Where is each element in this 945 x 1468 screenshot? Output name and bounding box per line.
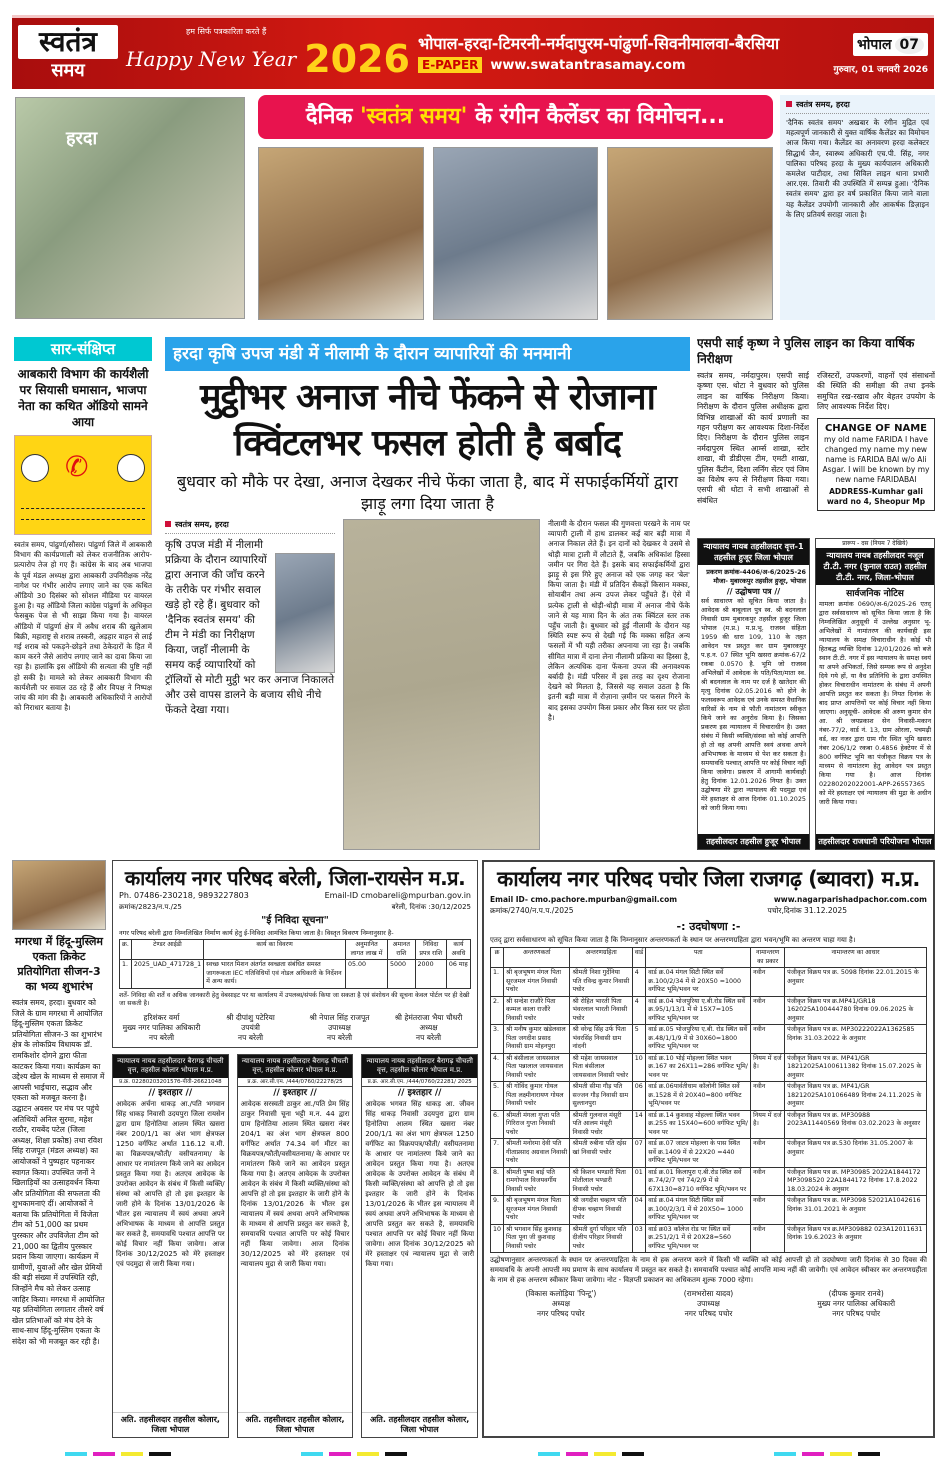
court-notice-tt-nagar <box>815 538 935 850</box>
calendar-story <box>780 95 935 320</box>
edition-badge <box>853 33 928 56</box>
court-title: न्यायालय नायब तहसीलदार बैरागढ़ चीचली वृत्त, तहसील कोलार भोपाल म.प्र. <box>113 1055 228 1078</box>
brief-body: स्वतंत्र समय, पांढुर्णा/सौसर। पांढुर्णा जिले में आबकारी विभाग की कार्यप्रणाली को लेकर राजनीतिक आरोप-प्रत्यारोप तेज हो गए हैं। कांग्रेस के बाद अब भाजपा के पूर्व मंडल अध्यक्ष द्वारा आबकारी उपनिरीक्षक नरेंद्र नागेश पर गंभीर आरोप लगाए जाने का एक कथित ऑडियो 30 दिसंबर को सोशल मीडिया पर वायरल हुआ है। यह ऑडियो जिला कांग्रेस पांढुर्णा के अधिकृत फेसबुक पेज से भी साझा किया गया है। वायरल ऑडियो में पांढुर्णा क्षेत्र में अवैध शराब की खुलेआम बिक्री, महाराष्ट्र से शराब तस्करी, अड़हार वाहन से लाई गई शराब को पकड़ने-छोड़ने तथा ठेकेदारों के हित में काम करने जैसे आरोप लगाए जाने का दावा किया जा रहा है। हालांकि इस ऑडियो की सत्यता की पुष्टि नहीं हो सकी है। मामले को लेकर आबकारी विभाग की कार्यशैली पर सवाल उठ रहे हैं और विपक्ष ने निष्पक्ष जांच की मांग की है। आबकारी अधिकारियों ने आरोपों को निराधार बताया है। <box>14 540 152 713</box>
phone: Ph. 07486-230218, 9893227803 <box>119 891 249 900</box>
brief-column <box>14 337 152 850</box>
epaper-label[interactable]: E-PAPER <box>418 57 482 73</box>
logo-top: स्वतंत्र <box>18 25 118 59</box>
signatory-place: नप बरेली <box>237 1032 264 1042</box>
table-cell: श्री भगवान सिंह कुशवाह पिता पूना जी कुशवाह निवासी पचोर <box>504 1224 570 1253</box>
calendar-photo-4 <box>607 147 773 320</box>
table-cell: 10 <box>632 1053 646 1082</box>
ishtehar-notice <box>237 1054 354 1439</box>
table-cell: श्रीमती मनोरमा देवी पति गीताप्रसाद अग्रवाल निवासी पचोर <box>504 1139 570 1168</box>
table-cell: 04 <box>632 1196 646 1225</box>
table-cell: वार्ड क्र.14 कुशवाह मोहल्ला स्थित भवन क्र.255 का 15X40=600 वर्गफिट भूमि/भवन पर <box>646 1110 751 1139</box>
signatory <box>785 1289 927 1319</box>
signatory-role: अध्यक्ष <box>551 1299 570 1308</box>
table-cell: पंजीकृत विक्रय पत्र क्र.MP309882 023A12011631 दिनांक 19.6.2023 के अनुसार <box>785 1224 927 1253</box>
court-title: न्यायालय नायब तहसीलदार बैरागढ़ चीचली वृत्त, तहसील कोलार भोपाल म.प्र. <box>238 1055 353 1078</box>
table-cell: श्री मनीष कुमार खंडेलवाल पिता जगदीश प्रसाद निवासी ग्राम मोहनपुरा <box>504 1025 570 1054</box>
table-row <box>491 1053 927 1082</box>
table-cell: वार्ड क्र.01 किलापुरा ए.बी.रोड स्थित सर्वे क्र.74/2/7 एवं 74/2/9 में से 67X130=8710 वर्गफिट भूमि/भवन पर <box>646 1167 751 1196</box>
table-cell: श्री वरेन्द्र सिंह उर्फ पिता भंवरसिंह निवासी ग्राम नांदनी <box>570 1025 632 1054</box>
audio-waveform-icon <box>21 508 145 520</box>
main-lead <box>165 538 335 850</box>
phone-icon: ✆ <box>65 450 89 483</box>
table-cell: वार्ड क्र.06पार्वतीधाम कॉलोनी स्थित सर्वे क्र.1528 में से 20X40=800 वर्गफिट भूमि/भवन पर <box>646 1082 751 1111</box>
main-article <box>165 519 690 850</box>
signatory-name: (विकास कलोड़िया 'पिन्टू') <box>525 1289 597 1298</box>
table-cell: पंजीकृत विक्रय पत्र क्र. 5098 दिनांक 22.01.2015 के अनुसार <box>785 968 927 997</box>
table-row <box>120 960 471 989</box>
notice-type: // उद्घोषणा पत्र // <box>726 587 781 596</box>
table-cell: 2000 <box>415 960 446 989</box>
signatory-place: नगर परिषद पचोर <box>832 1309 881 1318</box>
table-cell: पंजीकृत विक्रय पत्र क्र. MP30222022A1362585 दिनांक 31.03.2022 के अनुसार <box>785 1025 927 1054</box>
ishtehar-notice <box>361 1054 478 1439</box>
table-cell: 6. <box>491 1110 504 1139</box>
signatory-name: श्री दीपांशु पटेरिया <box>226 1012 275 1022</box>
signatory <box>386 1013 471 1043</box>
table-cell: वार्ड क्र.04 भोजपुरिया ए.बी.रोड स्थित सर्वे क्र.95/1/13/1 में से 15X7=105 वर्गफिट भूमि/भवन पर <box>646 996 751 1025</box>
column-header: अमानत राशि <box>388 940 416 960</box>
notice-date: बरेली, दिनांक :30/12/2025 <box>391 903 471 911</box>
police-headline: एसपी साई कृष्ण ने पुलिस लाइन का किया वार्षिक निरीक्षण <box>697 336 915 366</box>
issue-date: गुरुवार, 01 जनवरी 2026 <box>833 64 928 75</box>
email[interactable]: Email ID- cmo.pachore.mpurban@gmail.com <box>490 895 678 904</box>
table-cell: 06 माह <box>446 960 470 989</box>
masthead <box>12 15 934 89</box>
table-row <box>491 1196 927 1225</box>
table-cell: नवीन <box>751 1139 785 1168</box>
signatory <box>208 1013 293 1043</box>
email[interactable]: Email-ID cmobareli@mpurban.gov.in <box>324 891 471 900</box>
change-of-name-ad <box>817 418 935 511</box>
notice-type: // इश्तहार // <box>148 1087 193 1098</box>
table-cell: वार्ड क्र.10 भोई मोहल्ला स्थित भवन क्र.167 का 26X11=286 वर्गफिट भूमि/भवन पर <box>646 1053 751 1082</box>
court-body: सर्व साधारण को सूचित किया जाता है। आवेदक श्री बाबूलाल पुत्र स्व. श्री बदनलाल निवासी ग्राम मुबारकपुर तहसील हुजूर जिला भोपाल (म.प्र.) म.प्र.भू. राजस्व संहिता 1959 की धारा 109, 110 के तहत आवेदन पत्र प्रस्तुत कर ग्राम मुबारकपुर प.ह.न. 07 स्थित भूमि खसरा क्रमांक-67/2 रकबा 0.0570 है. भूमि जो राजस्व अभिलेखों में आवेदक के पति/पिता/माता स्व. श्री बदनलाल के नाम पर दर्ज है खातेदार की मृत्यु दिनांक 02.05.2016 को होने के फलस्वरूप आवेदक एवं उनके समस्त वैधानिक वारिसों के नाम से फौती नामांतरण स्वीकृत किये जाने का अनुरोध किया है। जिसका प्रकरण इस न्यायालय में विचाराधीन है। उक्त संबंध में किसी व्यक्ति/संस्था को कोई आपत्ति हो तो वह अपनी आपत्ति स्वयं अथवा अपने अभिभाषक के माध्यम से पेश कर सकता है। समयावधि पश्चात् आपत्ति पर कोई विचार नहीं किया जावेगा। प्रकरण में आगामी कार्यवाही हेतु दिनांक 12.01.2026 नियत है। उक्त उद्घोषणा मेरे द्वारा न्यायालय की पदमुद्रा एवं मेरे हस्ताक्षर से आज दिनांक 01.10.2025 को जारी किया गया। <box>701 597 806 812</box>
table-cell: 4. <box>491 1053 504 1082</box>
table-cell: 1. <box>491 968 504 997</box>
byline <box>786 99 929 114</box>
case-number: प्र.क्र. आर.सी.एम. /444/0760/22281/ 2025 <box>362 1078 477 1087</box>
signatory-name: (दीपक कुमार रानवे) <box>828 1289 884 1298</box>
table-cell: 9. <box>491 1196 504 1225</box>
signatory-name: (रामभरोसा यादव) <box>683 1289 734 1298</box>
court-body: मामला क्रमांक 0690/अ-6/2025-26 एतद् द्वारा सर्वसाधारण को सूचित किया जाता है कि निम्नलिखित अनुसूची में उल्लेख अनुसार भू-अभिलेखों में नामांतरण की कार्यवाही इस न्यायालय के समक्ष विचाराधीन है। कोई भी हितबद्ध व्यक्ति दिनांक 12/01/2026 को बजे स्थान टी.टी. नगर में इस न्यायालय के समक्ष स्वयं या अपने अभिकर्ता, जिसे सम्यक रूप से अनुदेश दिये गये हों, या वैध प्रतिनिधि के द्वारा उपस्थित होकर विचाराधीन नामांतरण के संबंध में अपनी आपत्ति प्रस्तुत कर सकता है। नियत दिनांक के बाद प्राप्त आपत्तियों पर कोई विचार नहीं किया जाएगा। अनुसूची- आवेदक श्री अरुण कुमार सेन आ. श्री जयप्रकाश सेन निवासी-मकान नंबर-77/2, वार्ड नं. 13, ग्राम ओरला, पचमढ़ी वर्ड, का नजर द्वारा ग्राम गौर स्थित भूमि खसरा नंबर 206/1/2 रकबा 0.4856 हेक्टेयर में से 800 वर्गफिट भूमि का पंजीकृत विक्रय पत्र के माध्यम से नामांतरण हेतु आवेदन पत्र प्रस्तुत किया गया है। आज दिनांक 02280202022001-APP-26557365 को मेरे हस्ताक्षर एवं न्यायालय की मुद्रा के अधीन जारी किया गया। <box>819 600 931 806</box>
main-story <box>165 337 690 850</box>
cricket-event-photo <box>12 860 106 930</box>
table-cell: श्री महेश जायसवाल पिता बंसीलाल जायसवाल निवासी पचोर <box>570 1053 632 1082</box>
police-body-col1: स्वतंत्र समय, नर्मदापुरम। एसपी साई कृष्णा एस. थोटा ने बुधवार को पुलिस लाइन का वार्षिक निरीक्षण किया। निरीक्षण के दौरान पुलिस अधीक्षक द्वारा विभिन्न शाखाओं की कार्य प्रणाली का गहन परीक्षण कर आवश्यक दिशा-निर्देश दिए। निरीक्षण के दौरान पुलिस लाइन नर्मदापुरम स्थित आर्म्स शाखा, स्टोर शाखा, बी डीडीएस टीम, एमटी शाखा, पुलिस कैंटीन, दिशा लर्निंग सेंटर एवं जिम का विशेष रूप से निरीक्षण किया गया। एसपी श्री थोटा ने सभी शाखाओं से संबंधित <box>697 371 809 505</box>
table-cell: श्रीमती रुबीना पति रईस खां निवासी पचोर <box>570 1139 632 1168</box>
headline-line-1: मुट्ठीभर अनाज नीचे फेंकने से रोजाना <box>200 377 655 418</box>
con-body: my old name FARIDA I have changed my name my new name is FARIDA BAI w/o Ali Asgar. I will be known by my new name FARIDABAI <box>822 434 930 484</box>
table-cell: नवीन <box>751 968 785 997</box>
greeting: Happy New Year <box>126 46 297 71</box>
table-cell: 03 <box>632 1224 646 1253</box>
page-number: 07 <box>895 36 924 54</box>
court-title: न्यायालय नायब तहसीलदार बैरागढ़ चीचली वृत्त, तहसील कोलार भोपाल म.प्र. <box>362 1055 477 1078</box>
signatory <box>119 1013 204 1043</box>
tender-terms: शर्तें- निविदा की शर्तें व अधिक जानकारी हेतु वेबसाइट पर या कार्यालय में उपलब्ध/संपर्क किया जा सकता है एवं संशोधन की सूचना केवल पोर्टल पर ही देखी जा सकती है। <box>119 991 470 1007</box>
table-cell: 3. <box>491 1025 504 1054</box>
byline-text: स्वतंत्र समय, हरदा <box>796 100 850 109</box>
signatory-role: उपाध्यक्ष <box>697 1299 720 1308</box>
main-kicker: हरदा कृषि उपज मंडी में नीलामी के दौरान व्यापारियों की मनमानी <box>165 337 690 371</box>
signatory-role: उपाध्यक्ष <box>328 1022 351 1032</box>
table-cell: 05.00 <box>346 960 388 989</box>
brief-headline: आबकारी विभाग की कार्यशैली पर सियासी घमासान, भाजपा नेता का कथित ऑडियो सामने आया <box>17 367 149 429</box>
court-notice-huzur <box>697 538 810 850</box>
signatory <box>297 1013 382 1043</box>
table-cell: पंजीकृत विक्रय पत्र क्र.530 दिनांक 31.05.2007 के अनुसार <box>785 1139 927 1168</box>
table-cell: नवीन <box>751 1196 785 1225</box>
signatory-place: नप बरेली <box>326 1032 353 1042</box>
main-headline <box>165 375 690 467</box>
ref-number: क्रमांक/2823/न.प./25 <box>119 903 182 911</box>
notice-title: कार्यालय नगर परिषद पचोर जिला राजगढ़ (ब्यावरा) म.प्र. <box>497 867 920 891</box>
calendar-launch-photo <box>15 97 245 319</box>
table-cell: वार्ड क्र.07 जाटव मोहल्ला के पास स्थित सर्वे क्र.1409 में से 22X20 =440 वर्गफिट भूमि/भवन पर <box>646 1139 751 1168</box>
column-header: अन्तरणकर्ता <box>504 948 570 968</box>
edition-name: भोपाल <box>856 36 892 53</box>
court-title: न्यायालय नायब तहसीलदार वृत्त-1 तहसील हुजूर जिला भोपाल <box>698 539 809 565</box>
table-cell: श्री बंसीलाल जायसवाल पिता पन्नालाल जायसवाल निवासी पचोर <box>504 1053 570 1082</box>
signatory: अति. तहसीलदार तहसील कोलार, जिला भोपाल <box>238 1412 353 1437</box>
table-cell: 4 <box>632 996 646 1025</box>
table-cell: 14 <box>632 1110 646 1139</box>
table-cell: नियम में दर्ज है। <box>751 1053 785 1082</box>
table-cell: 1. <box>120 960 132 989</box>
signatory-place: नगर परिषद पचोर <box>684 1309 733 1318</box>
column-header: नामान्तरण का प्रकार <box>751 948 785 968</box>
notice-body: आवेदक अर्चना धाकड़ आ./पति भगवान सिंह धाकड़ निवासी उदयपुरा जिला रायसेन द्वारा ग्राम हिनोतिया आलम स्थित खसरा नंबर 200/1/1 का अंश भाग क्षेत्रफल 1250 वर्गफिट अर्थात 116.12 व.मी. का विक्रयपत्र/फौती/ वसीयतनामा/ के आधार पर नामांतरण किये जाने का आवेदन प्रस्तुत किया गया है। अतएव आवेदक के उपरोक्त आवेदन के संबंध में किसी व्यक्ति/संस्था को आपत्ति हो तो इस इश्तहार के जारी होने के दिनांक 13/01/2026 के भीतर इस न्यायालय में स्वयं अथवा अपने अभिभाषक के माध्यम से आपत्ति प्रस्तुत कर सकते है, समयावधि पश्चात आपत्ति पर कोई विचार नहीं किया जावेगा। आज दिनांक 30/12/2025 को मेरे हस्ताक्षर एवं पदमुद्रा से जारी किया गया। <box>116 1099 225 1268</box>
signatory-name: हरिशंकर वर्मा <box>143 1012 180 1022</box>
court-title: न्यायालय नायब तहसीलदार नजूल टी.टी. नगर (कुनाल राउत) तहसील टी.टी. नगर, जिला-भोपाल <box>816 548 934 585</box>
editions-cities: भोपाल-हरदा-टिमरनी-नर्मदापुरम-पांढुर्णा-सिवनीमालवा-बैरसिया <box>418 34 780 53</box>
year: 2026 <box>304 36 410 81</box>
table-cell: 07 <box>632 1139 646 1168</box>
table-cell: 01 <box>632 1167 646 1196</box>
table-row <box>491 1025 927 1054</box>
new-year-greeting <box>126 27 410 81</box>
caller-avatar-icon <box>21 454 49 482</box>
table-row <box>491 1110 927 1139</box>
police-right-stack <box>817 371 935 533</box>
notice-body: आवेदक सरस्वती ठाकुर आ./पति प्रेम सिंह ठाकुर निवासी चूना भट्टी म.न. 44 द्वारा ग्राम हिनोतिया आलम स्थित खसरा नंबर 204/1 का अंश भाग क्षेत्रफल 800 वर्गफिट अर्थात 74.34 वर्ग मीटर का विक्रयपत्र/फौती/वसीयतनामा/ के आधार पर नामांतरण किये जाने का आवेदन प्रस्तुत किया गया है। अतएव आवेदक के उपरोक्त आवेदन के संबंध में किसी व्यक्ति/संस्था को आपत्ति हो तो इस इश्तहार के जारी होने के दिनांक 13/01/2026 के भीतर इस न्यायालय में स्वयं अथवा अपने अभिभाषक के माध्यम से आपत्ति प्रस्तुत कर सकते है, समयावधि पश्चात आपत्ति पर कोई विचार नहीं किया जावेगा। आज दिनांक 30/12/2025 को मेरे हस्ताक्षर एवं न्यायालय मुद्रा से जारी किया गया। <box>240 1099 350 1268</box>
main-body-col2: नीलामी के दौरान फसल की गुणवत्ता परखने के नाम पर व्यापारी ट्राली में हाथ डालकर कई बार बड़ी मात्रा में अनाज निकाल लेते हैं। इन दानों को देखकर वे उसमे से थोड़ी मात्रा ट्राली में लौटाते हैं, जबकि अधिकांश हिस्सा जमीन पर गिरा देते हैं। इसके बाद सफाईकर्मियों द्वारा झाड़ू से इस गिरे हुए अनाज को एक जगह कर 'बेल' किया जाता है। मंडी में प्रतिदिन सैकड़ों किसान मक्का, सोयाबीन तथा अन्य उपज लेकर पहुँचते हैं। ऐसे में प्रत्येक ट्राली से थोड़ी-थोड़ी मात्रा में अनाज नीचे फेंके जाने से यह मात्रा दिन के अंत तक क्विंटल स्तर तक पहुँच जाती है। बुधवार को हुई नीलामी के दौरान यह स्थिति स्पष्ट रूप से देखी गई कि मक्का सहित अन्य फसलों में भी यही तरीका अपनाया जा रहा है। जबकि सीमित मात्रा में दाना लेना नीलामी प्रक्रिया का हिस्सा है, लेकिन अत्यधिक दाना फेंकना उपज की अनावश्यक बर्बादी है। मंडी परिसर में इस तरह का दृश्य रोजाना देखने को मिलता है, जिससे यह सवाल उठता है कि इतनी बड़ी मात्रा में रोज़ाना ज़मीन पर फसल गिरने के बाद इसका उपयोग किस प्रकार और किस स्तर पर होता है। <box>548 519 690 722</box>
photo-caption: हरदा <box>66 128 98 149</box>
table-row <box>491 968 927 997</box>
column-header: टेण्डर आईडी <box>131 940 203 960</box>
ishtehar-notice <box>112 1054 229 1439</box>
calendar-photo-2 <box>258 147 424 320</box>
table-cell: 5000 <box>388 960 416 989</box>
logo-bottom: समय <box>51 59 85 81</box>
cricket-story <box>12 860 106 1438</box>
table-cell: श्रीमती मंगला गुप्ता पति गिरिराज गुप्ता निवासी पचोर <box>504 1110 570 1139</box>
byline-text: स्वतंत्र समय, हरदा <box>175 520 229 529</box>
police-body-col2: रजिस्टरों, उपकरणों, वाहनों एवं संसाधनों की स्थिति की समीक्षा की तथा इनके समुचित रख-रखाव और बेहतर उपयोग के लिए आवश्यक निर्देश दिए। <box>817 371 935 412</box>
signatory-name: श्री हेमंतराजा भैया चौधरी <box>394 1012 463 1022</box>
signatory-place: नप बरेली <box>415 1032 442 1042</box>
table-cell: नवीन <box>751 1025 785 1054</box>
story-body: 'दैनिक स्वतंत्र समय' अखबार के रंगीन मुद्रित एवं महत्वपूर्ण जानकारी से युक्त वार्षिक कैलेंडर का विमोचन आज किया गया। कैलेंडर का अनावरण हरदा कलेक्टर सिद्धार्थ जैन, स्वास्थ्य अधिकारी एच.पी. सिंह, नगर पालिका परिषद हरदा के मुख्य कार्यपालन अधिकारी कमलेश पाटीदार, तथा सिविल लाइन थाना प्रभारी आर.एस. तिवारी की उपस्थिति में सम्पन्न हुआ। 'दैनिक स्वतंत्र समय' द्वारा हर वर्ष प्रकाशित किया जाने वाला यह कैलेंडर उपयोगी जानकारी और आकर्षक डिज़ाइन के लिए प्रतिवर्ष सराहा जाता है। <box>786 118 929 219</box>
table-cell: श्रीमती सीमा गौड़ पति सज्जन गौड़ निवासी ग्राम सुल्तानपुरा <box>570 1082 632 1111</box>
cricket-headline: मगरधा में हिंदू-मुस्लिम एकता क्रिकेट प्रतियोगिता सीजन-3 का भव्य शुभारंभ <box>15 935 103 993</box>
column-header: क्र <box>491 948 504 968</box>
notice-body: आवेदक भगवत सिंह धाकड़ आ. जीवन सिंह धाकड़ निवासी उदयपुरा द्वारा ग्राम हिनोतिया आलम स्थित खसरा नंबर 200/1/1 का अंश भाग क्षेत्रफल 1250 वर्गफिट का विक्रयपत्र/फौती/ वसीयतनामा के आधार पर नामांतरण किये जाने का आवेदन प्रस्तुत किया गया है। अतएव आवेदक के उपरोक्त आवेदन के संबंध में किसी व्यक्ति/संस्था को आपत्ति हो तो इस इश्तहार के जारी होने के दिनांक 13/01/2026 के भीतर इस न्यायालय में स्वयं अथवा अपने अभिभाषक के माध्यम से आपत्ति प्रस्तुत कर सकते है, समयावधि पश्चात आपत्ति पर कोई विचार नहीं किया जावेगा। आज दिनांक 30/12/2025 को मेरे हस्ताक्षर एवं न्यायालय मुद्रा से जारी किया गया। <box>365 1099 475 1268</box>
table-cell: श्री सन्देश राजौरे पिता कम्मल काला राजौरे निवासी पचोर <box>504 996 570 1025</box>
table-cell: पंजीकृत विक्रय पत्र क्र. MP30985 2022A1844172 MP3098520 22A1844172 दिनांक 17.8.2022 18.03.2024 के अनुसार <box>785 1167 927 1196</box>
tender-title: "ई निविदा सूचना" <box>261 915 329 926</box>
court-signatory: तहसीलदार राजधानी परियोजना भोपाल <box>816 834 934 849</box>
ref-number: क्रमांक/2740/न.प.प./2025 <box>490 906 574 915</box>
column-header: नामान्तरण का आधार <box>785 948 927 968</box>
signatory: अति. तहसीलदार तहसील कोलार, जिला भोपाल <box>113 1412 228 1437</box>
table-row <box>491 1224 927 1253</box>
notice-type: // इश्तहार // <box>397 1087 442 1098</box>
table-cell: 4 <box>632 968 646 997</box>
case-number: प्र.क्र. आर.सी.एम. /444/0760/22278/25 <box>238 1078 353 1087</box>
signatory-role: उपयंत्री <box>241 1022 260 1032</box>
calendar-photo-3 <box>433 147 599 320</box>
tagline: हम सिर्फ पत्रकारिता करते हैं <box>186 26 267 36</box>
table-cell: श्रीमती पुष्पा बाई पति रामगोपाल विजयवर्गीय निवासी पचोर <box>504 1167 570 1196</box>
signatory: अति. तहसीलदार तहसील कोलार, जिला भोपाल <box>362 1412 477 1437</box>
form-label: प्रारूप - दस (नियम 7 देखिये) <box>842 540 908 547</box>
con-title: CHANGE OF NAME <box>824 422 928 434</box>
column-header: कार्य का विवरण <box>204 940 346 960</box>
column-header: अनुमानित लागत लाख में <box>346 940 388 960</box>
grain-floor-photo <box>343 519 540 850</box>
contact-row <box>119 891 471 900</box>
calendar-photo-row <box>258 147 773 320</box>
police-story <box>697 335 935 533</box>
calendar-headline <box>258 95 773 139</box>
main-lead-column <box>165 519 335 850</box>
table-cell: पंजीकृत विक्रय पत्र क्र. MP41/GR 18212025A101066489 दिनांक 24.11.2025 के अनुसार <box>785 1082 927 1111</box>
cricket-body: स्वतंत्र समय, हरदा। बुधवार को जिले के ग्राम मगरधा में आयोजित हिंदू-मुस्लिम एकता क्रिकेट प्रतियोगिता सीजन-3 का शुभारंभ क्षेत्र के लोकप्रिय विधायक डॉ. रामकिशोर दोगने द्वारा फीता काटकर किया गया। कार्यक्रम का उद्देश्य खेल के माध्यम से समाज में आपसी भाईचारा, सद्भाव और एकता को मजबूत करना है। उद्घाटन अवसर पर मंच पर पहुंचे अतिथियों अनिल सुरमा, महेश राठौर, रायबेंद पटेल (जिला अध्यक्ष, शिक्षा प्रकोष्ठ) तथा रविश सिंह राजपूत (मंडल अध्यक्ष) का आयोजकों ने पुष्पहार पहनाकर स्वागत किया। उपस्थित जनों ने खिलाड़ियों का उत्साहवर्धन किया और प्रतियोगिता की सफलता की शुभकामनाएं दीं। आयोजकों ने बताया कि प्रतियोगिता में विजेता टीम को 51,000 का प्रथम पुरस्कार और उपविजेता टीम को 21,000 का द्वितीय पुरस्कार प्रदान किया जाएगा। कार्यक्रम में ग्रामीणों, युवाओं और खेल प्रेमियों की बड़ी संख्या में उपस्थिति रही, जिन्होंने मैच को लेकर उत्साह जाहिर किया। मगरधा में आयोजित यह प्रतियोगिता लगातार तीसरे वर्ष खेल प्रतिभाओं को मंच देने के साथ-साथ हिंदू-मुस्लिम एकता के संदेश को भी मजबूत कर रही है। <box>12 998 105 1346</box>
pachore-announcement <box>482 860 935 1438</box>
table-cell: वार्ड क्र.05 भोजपुरिया ए.बी. रोड स्थित सर्वे क्र.48/1/1/9 में से 30X60=1800 वर्गफिट भूमि/भवन पर <box>646 1025 751 1054</box>
headline-pre: दैनिक <box>305 104 361 129</box>
column-header: निविदा प्रपत्र राशि <box>415 940 446 960</box>
table-cell: पंजीकृत विक्रय पत्र क्र. MP3098 52021A1042616 दिनांक 31.01.2021 के अनुसार <box>785 1196 927 1225</box>
table-cell: श्रीमती गुलनाज मंसूरी पति आलम मंसूरी निवासी पचोर <box>570 1110 632 1139</box>
masthead-center <box>418 34 825 73</box>
table-cell: श्रीमती निशा गुर्देनिया पति रविन्द्र कुमार निवासी पचोर <box>570 968 632 997</box>
table-row <box>491 1082 927 1111</box>
table-row <box>491 1139 927 1168</box>
signatory-role: मुख्य नगर पालिका अधिकारी <box>817 1299 896 1308</box>
signatory-role: अध्यक्ष <box>419 1022 438 1032</box>
case-number: प्र.क्र. 0228020320157б-पीवी-26621048 <box>113 1078 228 1087</box>
announcement-title: -: उदघोषणा :- <box>676 920 741 933</box>
table-cell: वार्ड क्र03 कॉलेज रोड पर स्थित सर्वे क्र.251/2/1 में से 20X28=560 वर्गफिट भूमि/भवन पर <box>646 1224 751 1253</box>
receiver-avatar-icon <box>117 454 145 482</box>
brief-label: सार-संक्षिप्त <box>14 337 152 361</box>
signatory <box>638 1289 780 1319</box>
table-cell: नियम में दर्ज है। <box>751 1110 785 1139</box>
case-number: प्रकरण क्रमांक-4406/अ-6/2025-26 मौजा- मुबारकपुर तहसील हुजूर, भोपाल <box>706 568 806 585</box>
announcement-intro: एतद् द्वारा सर्वसाधारण को सूचित किया जाता है कि निम्नानुसार अन्तरणकर्ता के स्थान पर अन्तरणग्रहिता द्वारा भवन/भूमि का अन्तरण चाहा गया है। <box>490 936 856 944</box>
table-cell: 06 <box>632 1082 646 1111</box>
column-header: क्र. <box>120 940 132 960</box>
table-cell: श्री बृजभूषण मंगल पिता सूरजमल मंगल निवासी पचोर <box>504 968 570 997</box>
ishtehar-row <box>112 1054 478 1439</box>
transfer-table <box>490 947 927 1253</box>
con-address: ADDRESS-Kumhar gali ward no 4, Sheopur Mp <box>826 486 926 506</box>
table-cell: वार्ड क्र.04 मंगल सिटी स्थित सर्वे क्र.100/2/3/1 में से 20X50= 1000 वर्गफिट भूमि/भवन पर <box>646 1196 751 1225</box>
phone-call-illustration <box>14 435 152 535</box>
table-row <box>491 1167 927 1196</box>
notice-type: सार्वजनिक नोटिस <box>846 589 904 599</box>
notice-title: कार्यालय नगर परिषद बरेली, जिला-रायसेन म.प्र. <box>124 866 466 890</box>
main-subheadline: बुधवार को मौके पर देखा, अनाज देखकर नीचे फेंका जाता है, बाद में सफाईकर्मियों द्वारा झाड़ू लगा दिया जाता है <box>177 472 678 513</box>
table-cell: 5 <box>632 1025 646 1054</box>
calendar-feature <box>258 95 773 320</box>
notice-date: पचोर,दिनांक 31.12.2025 <box>767 906 847 915</box>
mandi-traders-photo <box>275 553 335 673</box>
signatory-place: नगर परिषद पचोर <box>536 1309 585 1318</box>
tender-table <box>119 939 471 989</box>
signatory-name: श्री नेपाल सिंह राजपूत <box>309 1012 370 1022</box>
announcement-footer: उद्घोषणानुसार अन्तरणकर्ता के स्थान पर अन्तरणग्रहिता के नाम से हक अन्तरण करने में किसी भी व्यक्ति को कोई आपत्ती हो तो उदघोषणा जारी दिनांक से 30 दिवस की समयावधि के अपनी आपत्ती मय प्रमाण के साथ कार्यालय में प्रस्तुत कर सकते है। समयावधि पश्चात कोई आपत्ति मान्य नहीं की जावेगी। एवं आवेदन स्वीकार कर अन्तरणग्रहीता के नाम से हक अन्तरण स्वीकार किया जावेगा। नोट - विज्ञप्ती प्रकाशन का अधिकतम शुल्क 7000 रहेगा। <box>490 1256 927 1284</box>
table-cell: श्री किशन भण्डारी पिता मोतीलाल भण्डारी निवासी पचोर <box>570 1167 632 1196</box>
table-cell: 5. <box>491 1082 504 1111</box>
signatory-place: नप बरेली <box>148 1032 175 1042</box>
column-header: वार्ड <box>632 948 646 968</box>
newspaper-logo[interactable] <box>18 25 118 83</box>
table-cell: नवीन <box>751 1167 785 1196</box>
headline-line-2: क्विंटलभर फसल होती है बर्बाद <box>233 423 622 464</box>
column-header: पता <box>646 948 751 968</box>
table-cell: श्री रोहित भारती पिता भंवरलाल भारती निवासी पचोर <box>570 996 632 1025</box>
website-link[interactable]: www.swatantrasamay.com <box>490 57 686 73</box>
lead-text: कृषि उपज मंडी में नीलामी प्रक्रिया के दौरान व्यापारियों द्वारा अनाज की जाँच करने के तरीके पर गंभीर सवाल खड़े हो रहे हैं। बुधवार को 'दैनिक स्वतंत्र समय' की टीम ने मंडी का निरीक्षण किया, जहाँ नीलामी के समय कई व्यापारियों को ट्रॉलियों से मोटी मुट्ठी भर कर अनाज निकालते और उसे वापस डालने के बजाय सीधे नीचे फेंकते देखा गया। <box>165 539 335 716</box>
headline-post: के रंगीन कैलेंडर का विमोचन... <box>467 104 726 129</box>
main-byline <box>165 519 335 534</box>
signatory <box>490 1289 632 1319</box>
table-cell: स्वच्छ भारत मिशन अंतर्गत स्वच्छता संबंधित समस्त जागरूकता IEC गतिविधियों एवं नोडल अधिकारी के निर्देशन में अन्य कार्य। <box>204 960 346 989</box>
table-cell: नवीन <box>751 1224 785 1253</box>
bottom-middle <box>112 860 478 1438</box>
table-cell: पंजीकृत विक्रय पत्र क्र. MP41/GR 18212025A100611382 दिनांक 15.07.2025 के अनुसार <box>785 1053 927 1082</box>
table-cell: श्री गोविंद कुमार गोयल पिता लक्ष्मीनारायण गोयल निवासी पचोर <box>504 1082 570 1111</box>
masthead-right <box>833 33 928 75</box>
table-cell: नवीन <box>751 996 785 1025</box>
table-cell: श्रीमती दुर्गा परिहार पति दीलीप परिहार निवासी पचोर <box>570 1224 632 1253</box>
website[interactable]: www.nagarparishadpachor.com.com <box>773 895 927 904</box>
tender-intro: नगर परिषद बरेली द्वारा निम्नलिखित निर्माण कार्य हेतु ई-निविदा आमंत्रित किया जाता है। विस्तृत विवरण निम्नानुसार है- <box>119 929 394 937</box>
signatory-role: मुख्य नगर पालिका अधिकारी <box>122 1022 201 1032</box>
table-cell: 2. <box>491 996 504 1025</box>
notice-type: // इश्तहार // <box>273 1087 317 1098</box>
table-cell: पंजीकृत विक्रय पत्र क्र. MP30988 2023A11440569 दिनांक 03.02.2023 के अनुसार <box>785 1110 927 1139</box>
table-cell: नवीन <box>751 1082 785 1111</box>
column-header: कार्य अवधि <box>446 940 470 960</box>
table-cell: 8. <box>491 1167 504 1196</box>
bareli-tender-notice <box>112 860 478 1048</box>
table-cell: श्री बृजभूषण मंगल पिता सूरजमल मंगल निवासी पचोर <box>504 1196 570 1225</box>
headline-highlight: 'स्वतंत्र समय' <box>360 104 468 129</box>
signatories <box>119 1013 471 1043</box>
column-header: अन्तरणग्रहिता <box>570 948 632 968</box>
table-cell: वार्ड क्र.04 मंगल सिटी स्थित सर्वे क्र.100/2/34 में से 20X50 =1000 वर्गफिट भूमि/भवन पर <box>646 968 751 997</box>
signatories <box>490 1289 927 1319</box>
table-cell: पंजीकृत विक्रय पत्र क्र.MP41/GR18 162025A100444780 दिनांक 09.06.2025 के अनुसार <box>785 996 927 1025</box>
registration-marks <box>0 1452 945 1456</box>
table-cell: श्री जगदीश चव्हाण पति दीपक चव्हाण निवासी पचोर <box>570 1196 632 1225</box>
table-cell: 7. <box>491 1139 504 1168</box>
court-signatory: तहसीलदार तहसील हुजूर भोपाल <box>698 834 809 849</box>
table-cell: 2025_UAD_471728_1 <box>131 960 203 989</box>
table-row <box>491 996 927 1025</box>
table-cell: 10 <box>491 1224 504 1253</box>
